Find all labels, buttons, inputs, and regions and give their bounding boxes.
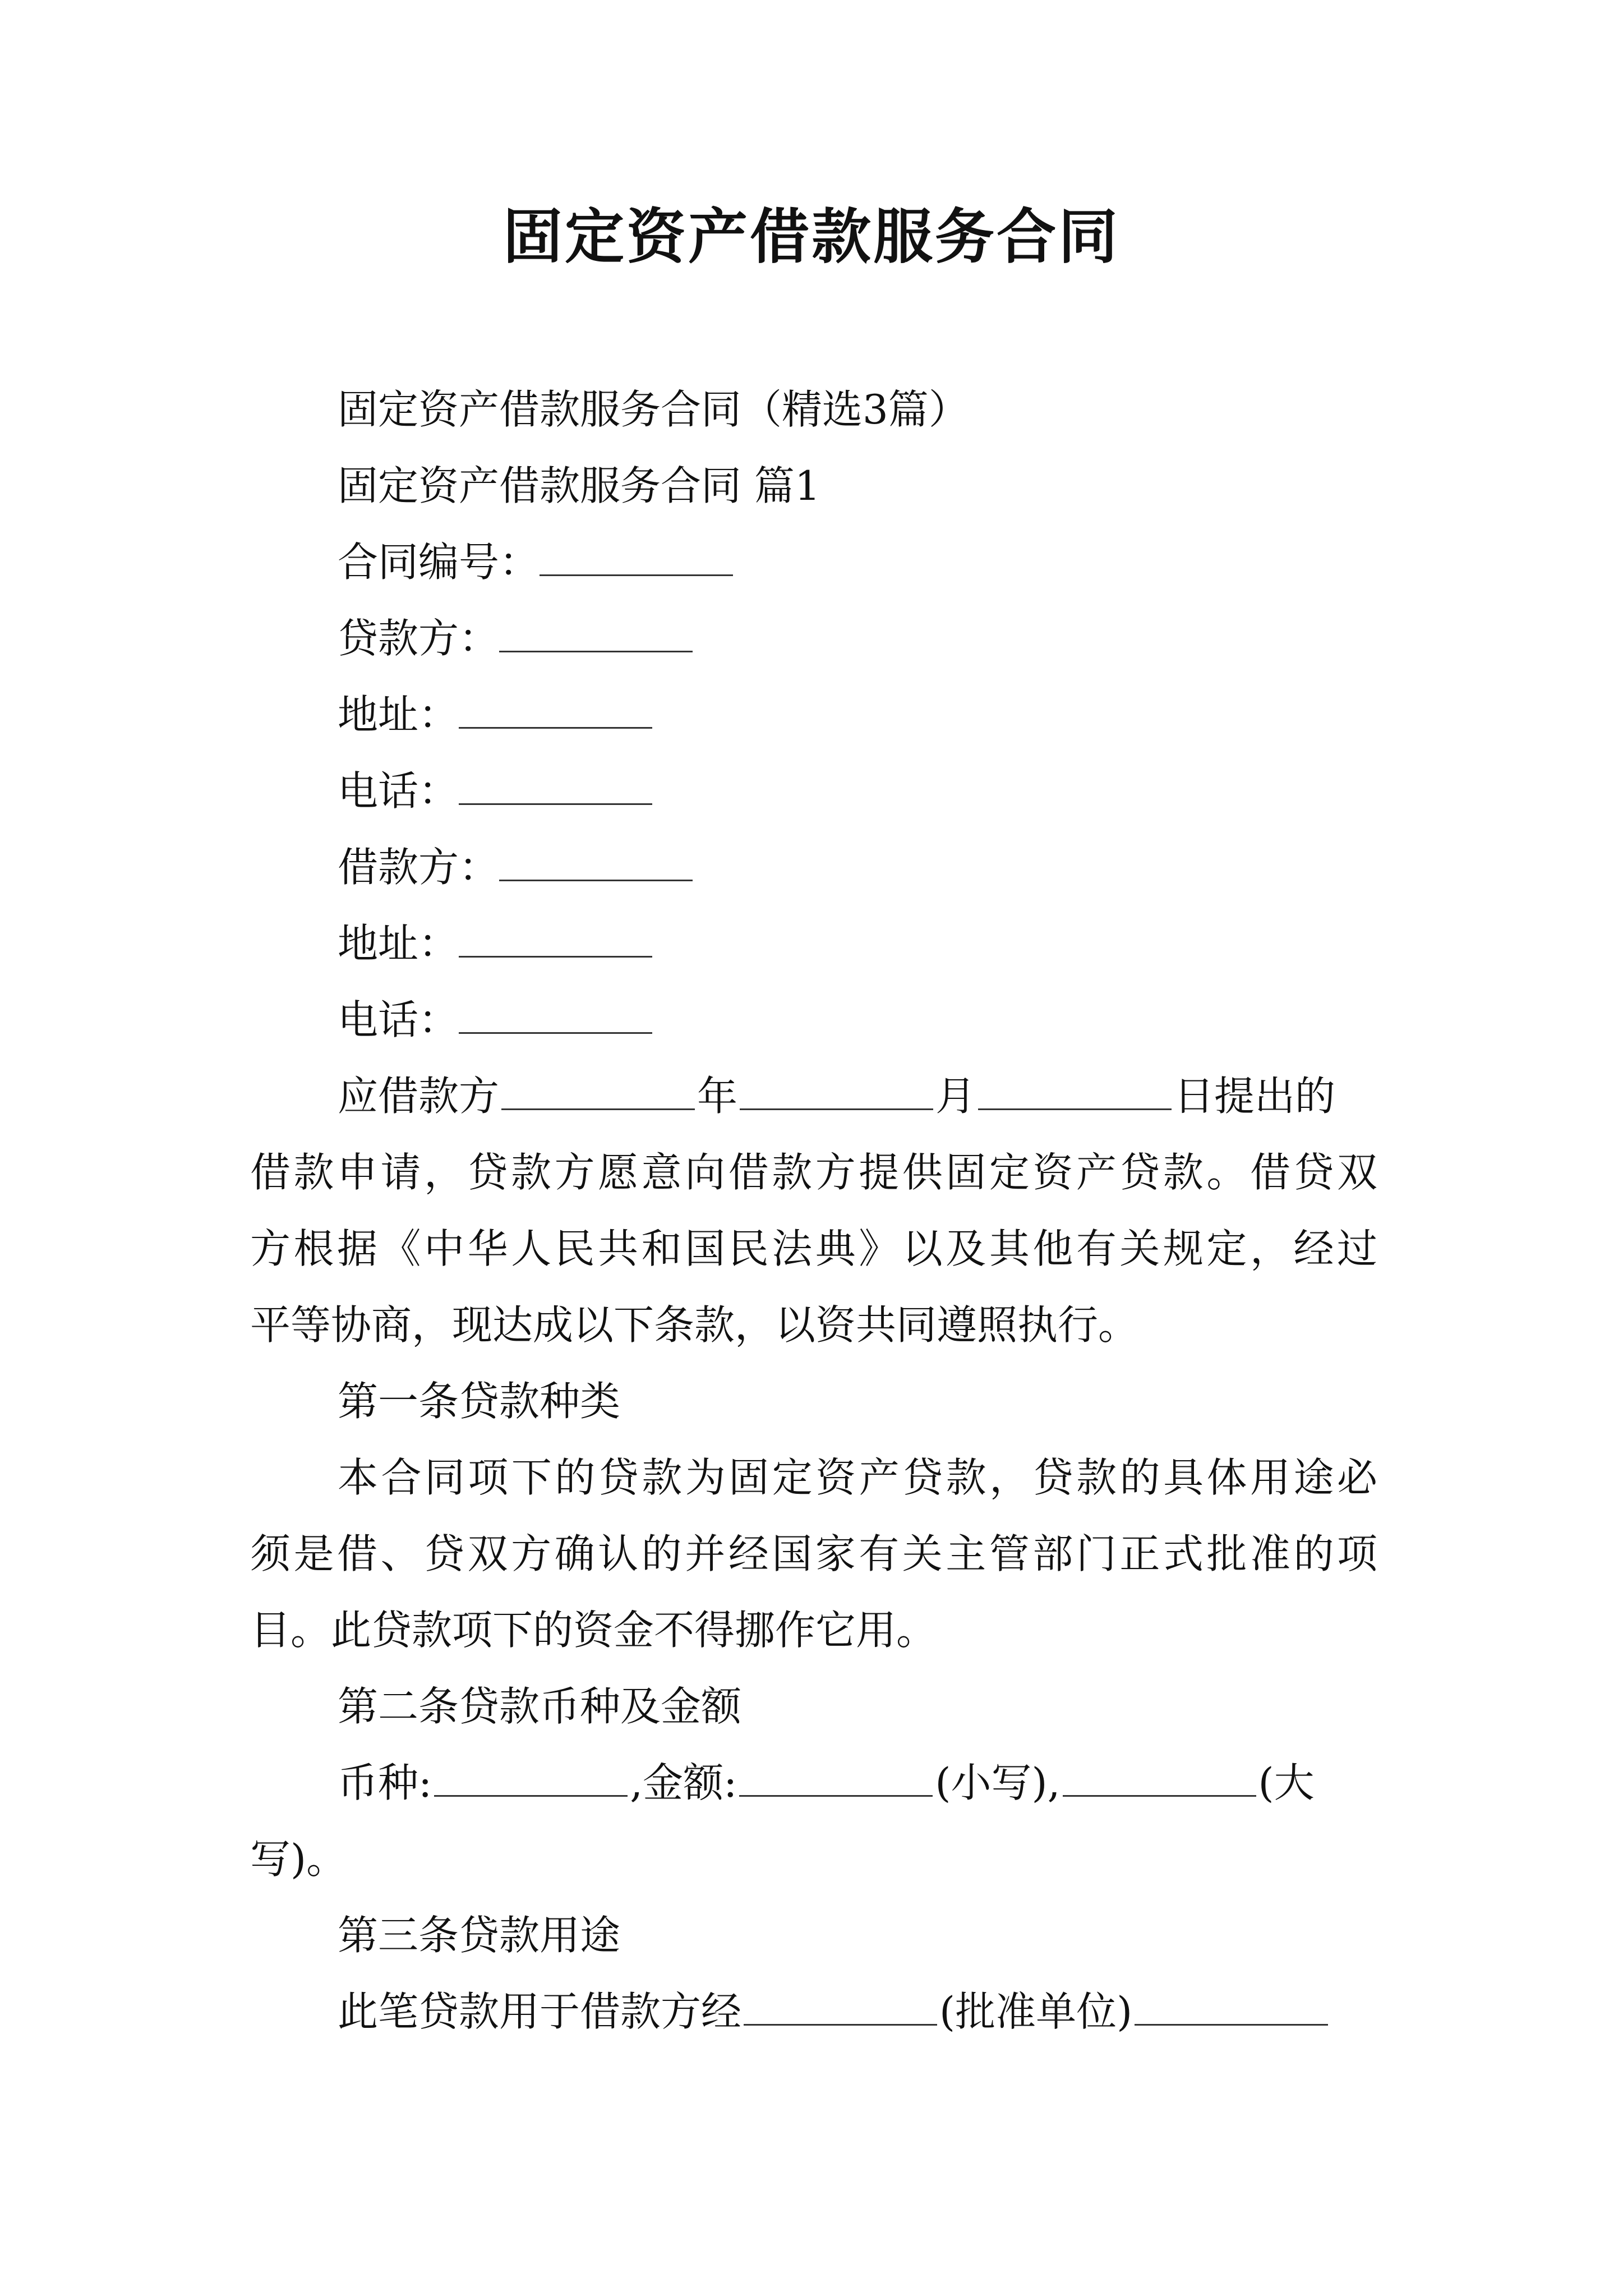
document-title: 固定资产借款服务合同 — [503, 201, 1120, 272]
borrower-field — [338, 839, 693, 895]
field-label: 地址： — [338, 920, 459, 967]
fill-in-blank[interactable] — [499, 847, 693, 881]
fill-in-blank[interactable] — [459, 694, 652, 729]
field-label: 借款方： — [338, 844, 500, 891]
lender-address-field — [338, 687, 652, 743]
field-label: 合同编号： — [338, 539, 540, 586]
fill-in-blank[interactable] — [1135, 1991, 1328, 2026]
section-heading: 固定资产借款服务合同 篇1 — [338, 462, 820, 509]
borrower-phone-field — [338, 992, 652, 1048]
fill-in-blank[interactable] — [434, 1763, 628, 1797]
fill-in-blank[interactable] — [978, 1076, 1172, 1110]
lender-phone-field — [338, 763, 652, 819]
fill-in-blank[interactable] — [501, 1076, 695, 1110]
fill-in-blank[interactable] — [459, 771, 652, 805]
fill-in-blank[interactable] — [459, 923, 652, 958]
contract-number-field — [338, 534, 733, 590]
article-paragraph-line: 此笔贷款用于借款方经 (批准单位) — [338, 1984, 1377, 2040]
intro-paragraph-line: 平等协商，现达成以下条款，以资共同遵照执行。 — [250, 1301, 1139, 1349]
fill-in-blank[interactable] — [740, 1076, 933, 1110]
intro-paragraph-line: 应借款方 年 月 日提出的 — [338, 1073, 1336, 1120]
article-paragraph-line: 写)。 — [250, 1835, 347, 1883]
fill-in-blank[interactable] — [739, 1763, 933, 1797]
field-label: 贷款方： — [338, 615, 500, 662]
fill-in-blank[interactable] — [1063, 1763, 1256, 1797]
borrower-address-field — [338, 915, 652, 972]
fill-in-blank[interactable] — [540, 542, 733, 576]
article-heading: 第一条贷款种类 — [338, 1378, 621, 1425]
article-paragraph-line: 目。此贷款项下的资金不得挪作它用。 — [250, 1607, 937, 1654]
fill-in-blank[interactable] — [744, 1991, 937, 2026]
fill-in-blank[interactable] — [459, 1000, 652, 1034]
article-paragraph-line: 须是借、贷双方确认的并经国家有关主管部门正式批准的项 — [250, 1530, 1377, 1577]
fill-in-blank[interactable] — [499, 618, 693, 652]
field-label: 地址： — [338, 691, 459, 738]
document-subtitle: 固定资产借款服务合同（精选3篇） — [338, 386, 969, 433]
article-heading: 第二条贷款币种及金额 — [338, 1683, 742, 1730]
intro-paragraph-line: 方根据《中华人民共和国民法典》以及其他有关规定，经过 — [250, 1225, 1377, 1272]
article-paragraph-line: 币种: ,金额: (小写), (大 — [338, 1759, 1315, 1806]
intro-paragraph-line: 借款申请，贷款方愿意向借款方提供固定资产贷款。借贷双 — [250, 1149, 1377, 1196]
field-label: 电话： — [338, 767, 459, 815]
field-label: 电话： — [338, 996, 459, 1043]
article-paragraph-line: 本合同项下的贷款为固定资产贷款，贷款的具体用途必 — [338, 1454, 1377, 1501]
article-heading: 第三条贷款用途 — [338, 1912, 621, 1959]
lender-field — [338, 610, 693, 666]
